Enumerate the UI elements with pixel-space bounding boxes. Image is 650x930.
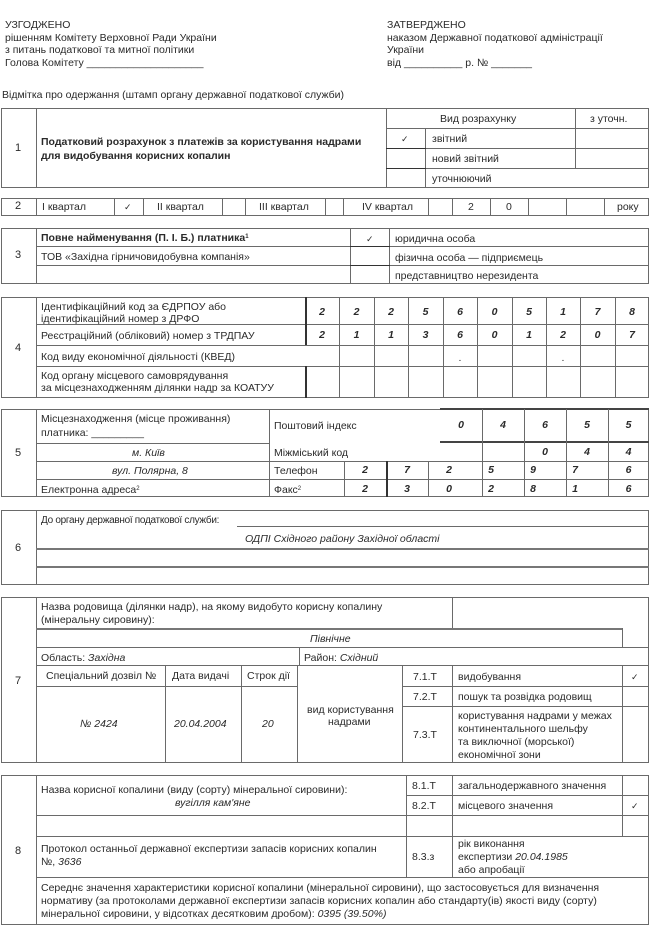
expertise-year-value[interactable]: 20.04.1985 <box>515 851 568 863</box>
form-title-line2: для видобування корисних копалин <box>41 150 231 162</box>
reg-digit[interactable]: 6 <box>457 329 463 341</box>
oblast-value[interactable]: Західна <box>88 652 126 664</box>
usage-code: 7.3.Т <box>413 729 437 741</box>
email-label-text: Електронна адреса <box>41 484 137 496</box>
oblast-field <box>41 652 125 664</box>
check-icon[interactable]: ✓ <box>631 672 639 682</box>
raion-field <box>304 652 378 664</box>
footnote-marker: 1 <box>245 234 249 240</box>
edrpou-digit[interactable]: 0 <box>491 306 498 318</box>
mineral-label: Назва корисної копалини (виду (сорту) мінеральної сировини): <box>41 784 348 796</box>
reg-digit[interactable]: 1 <box>388 329 394 341</box>
kved-cell[interactable] <box>477 352 512 364</box>
year-digit[interactable]: 2 <box>468 201 474 213</box>
edrpou-digit[interactable]: 7 <box>594 306 601 318</box>
email-label <box>41 484 140 496</box>
check-icon[interactable]: ✓ <box>124 202 132 212</box>
committee-head-signature-line[interactable]: Голова Комітету ____________________ <box>5 56 204 69</box>
approved-line: наказом Державної податкової адміністрації <box>387 31 603 44</box>
kved-cell[interactable] <box>374 352 408 364</box>
intercity-digit[interactable] <box>482 445 524 459</box>
reg-digit[interactable]: 3 <box>422 329 429 341</box>
section-number: 7 <box>15 675 22 687</box>
phone-digit[interactable]: 7 <box>404 464 410 476</box>
reg-digit[interactable]: 1 <box>526 329 532 341</box>
edrpou-digit[interactable]: 5 <box>526 306 532 318</box>
usage-shelf-label: та виключної (морської) <box>458 736 575 748</box>
kved-cell[interactable] <box>512 352 546 364</box>
term-value[interactable]: 20 <box>262 718 274 730</box>
section-number: 5 <box>15 447 22 459</box>
postal-digit[interactable]: 5 <box>584 419 590 431</box>
payer-type-nonresident: представництво нерезидента <box>395 270 539 282</box>
receipt-stamp-note: Відмітка про одержання (штамп органу державної податкової служби) <box>2 89 345 101</box>
approved-title: ЗАТВЕРДЖЕНО <box>387 19 466 31</box>
reg-digit[interactable]: 0 <box>594 329 601 341</box>
postal-digit[interactable]: 4 <box>500 419 506 431</box>
reg-digit[interactable]: 0 <box>491 329 498 341</box>
deposit-label: (мінеральну сировину): <box>41 614 155 626</box>
approval-line: з питань податкової та митної політики <box>5 44 195 56</box>
fax-digit[interactable]: 2 <box>488 483 494 495</box>
edrpou-digit[interactable]: 8 <box>629 306 635 318</box>
deposit-label: Назва родовища (ділянки надр), на якому видобуто корисну копалину <box>41 601 383 613</box>
quarter-3-label: III квартал <box>259 201 309 213</box>
significance-national-label: загальнодержавного значення <box>458 780 607 792</box>
protocol-number-field <box>41 856 81 868</box>
clarification-header: з уточн. <box>590 113 628 125</box>
fax-digit[interactable]: 1 <box>572 483 578 495</box>
edrpou-digit[interactable]: 6 <box>457 306 463 318</box>
permit-value[interactable]: № 2424 <box>80 718 118 730</box>
calc-type-reporting: звітний <box>432 133 468 145</box>
postal-digit[interactable]: 6 <box>542 419 548 431</box>
expertise-year-label: експертизи <box>458 851 513 863</box>
tax-office-label: До органу державної податкової служби: <box>41 515 220 526</box>
fax-digit[interactable]: 3 <box>404 483 410 495</box>
check-icon[interactable]: ✓ <box>401 134 409 144</box>
edrpou-digit[interactable]: 2 <box>319 306 325 318</box>
edrpou-digit[interactable]: 2 <box>353 306 360 318</box>
section-number: 4 <box>15 342 22 354</box>
deposit-value[interactable]: Північне <box>310 633 351 645</box>
quarter-1-label: I квартал <box>42 201 86 213</box>
reg-digit[interactable]: 7 <box>629 329 635 341</box>
usage-type-label: надрами <box>328 716 371 728</box>
usage-extraction-label: видобування <box>458 671 522 683</box>
approval-block-left <box>5 19 217 69</box>
postal-code-label: Поштовий індекс <box>274 420 357 432</box>
significance-code: 8.1.Т <box>412 780 436 792</box>
usage-shelf-label: континентального шельфу <box>458 723 588 735</box>
issue-date-header: Дата видачі <box>172 670 230 682</box>
expertise-year-field <box>458 851 568 863</box>
approval-title: УЗГОДЖЕНО <box>5 19 71 31</box>
section-number: 8 <box>15 845 22 857</box>
payer-name-label <box>41 232 249 244</box>
kved-cell[interactable] <box>580 352 615 364</box>
raion-value[interactable]: Східний <box>339 652 379 664</box>
footnote-marker: 2 <box>297 486 302 492</box>
intercity-digit[interactable]: 4 <box>625 446 632 458</box>
usage-shelf-label: користування надрами у межах <box>458 710 612 722</box>
kved-cell[interactable]: . <box>561 352 565 364</box>
kved-label: Код виду економічної діяльності (КВЕД) <box>41 351 235 363</box>
location-label: Місцезнаходження (місце проживання) <box>41 413 231 425</box>
fax-digit[interactable]: 2 <box>362 483 368 495</box>
reg-digit[interactable]: 1 <box>353 329 360 341</box>
fax-digit[interactable]: 8 <box>530 483 536 495</box>
section-number: 3 <box>15 249 22 261</box>
expertise-year-label: або апробації <box>458 864 525 876</box>
check-icon[interactable]: ✓ <box>366 234 374 244</box>
payer-type-legal: юридична особа <box>395 233 476 245</box>
reg-digit[interactable]: 2 <box>560 329 566 341</box>
kved-cell[interactable] <box>408 352 443 364</box>
footnote-marker: 2 <box>136 486 140 492</box>
phone-digit[interactable]: 5 <box>488 464 494 476</box>
permit-header: Спеціальний дозвіл № <box>46 670 157 682</box>
significance-local-label: місцевого значення <box>458 800 554 812</box>
protocol-number-label: №, <box>41 856 56 868</box>
edrpou-label: Ідентифікаційний код за ЄДРПОУ або <box>41 301 227 313</box>
protocol-label: Протокол останньої державної експертизи запасів корисних копалин <box>41 843 377 855</box>
usage-code: 7.2.Т <box>413 691 437 703</box>
tax-office-value[interactable]: ОДПІ Східного району Західної області <box>245 533 440 545</box>
raion-label: Район: <box>304 652 337 664</box>
oblast-label: Область: <box>41 652 86 664</box>
usage-exploration-label: пошук та розвідка родовищ <box>458 691 592 703</box>
fax-label <box>274 484 301 496</box>
kved-cell[interactable] <box>615 352 649 364</box>
significance-code: 8.2.Т <box>412 800 436 812</box>
quarter-2-label: II квартал <box>157 201 204 213</box>
form-title-line1: Податковий розрахунок з платежів за користування надрами <box>41 136 362 148</box>
city-value[interactable]: м. Київ <box>132 447 165 459</box>
phone-digit[interactable]: 6 <box>625 464 632 476</box>
payer-type-entrepreneur: фізична особа — підприємець <box>395 252 544 264</box>
location-label: платника: _________ <box>41 427 144 439</box>
intercity-digit[interactable]: 0 <box>542 446 548 458</box>
fax-digit[interactable]: 6 <box>625 483 632 495</box>
year-digit[interactable]: 0 <box>506 201 512 213</box>
avg-value-field <box>41 908 386 920</box>
phone-digit[interactable]: 2 <box>362 464 368 476</box>
intercity-code-label: Міжміський код <box>274 447 349 459</box>
avg-value-label: нормативу (за протоколами державної експертизи запасів корисних копалин або стандарту(ів) якості виду (сорту) <box>41 895 597 907</box>
koatuu-label: Код органу місцевого самоврядування <box>41 370 229 382</box>
year-label: року <box>617 201 639 213</box>
calc-type-clarifying: уточнюючий <box>432 173 492 185</box>
usage-type-label: вид користування <box>307 704 394 716</box>
reg-digit[interactable]: 2 <box>319 329 325 341</box>
term-header: Строк дії <box>247 670 290 682</box>
fax-label-text: Факс <box>274 484 298 496</box>
postal-digit[interactable]: 0 <box>458 419 464 431</box>
quarter-4-label: IV квартал <box>362 201 413 213</box>
fax-digit[interactable]: 0 <box>446 483 452 495</box>
protocol-number-value[interactable]: 3636 <box>58 856 82 868</box>
calc-type-new-reporting: новий звітний <box>432 153 499 165</box>
expertise-year-label: рік виконання <box>458 838 525 850</box>
order-date-number-line[interactable]: від __________ р. № _______ <box>387 56 533 69</box>
street-value[interactable]: вул. Полярна, 8 <box>112 465 188 477</box>
edrpou-digit[interactable]: 2 <box>388 306 394 318</box>
intercity-digit[interactable]: 4 <box>584 446 590 458</box>
issue-date-value[interactable]: 20.04.2004 <box>174 718 227 730</box>
section-number: 2 <box>15 200 22 212</box>
section-number: 1 <box>15 142 22 154</box>
avg-value[interactable]: 0395 (39.50%) <box>317 908 387 920</box>
edrpou-digit[interactable]: 5 <box>422 306 429 318</box>
reg-number-label: Реєстраційний (обліковий) номер з ТРДПАУ <box>41 330 255 342</box>
phone-label: Телефон <box>274 465 318 477</box>
kved-cell[interactable]: . <box>458 352 462 364</box>
phone-digit[interactable]: 2 <box>446 464 452 476</box>
edrpou-label: ідентифікаційний номер з ДРФО <box>41 313 200 325</box>
avg-value-label: Середнє значення характеристики корисної копалини (мінеральної сировини), що застосовується для визначення <box>41 882 600 894</box>
check-icon[interactable]: ✓ <box>631 801 639 811</box>
mineral-value[interactable]: вугілля кам'яне <box>175 797 251 809</box>
usage-shelf-label: економічної зони <box>458 749 541 761</box>
payer-name-label-text: Повне найменування (П. І. Б.) платника <box>41 232 246 244</box>
protocol-code: 8.3.з <box>412 851 435 863</box>
approval-block-right <box>387 19 603 69</box>
edrpou-digit[interactable]: 1 <box>560 306 566 318</box>
calc-type-header: Вид розрахунку <box>440 113 517 125</box>
section-number: 6 <box>15 542 22 554</box>
postal-digit[interactable]: 5 <box>625 419 632 431</box>
usage-code: 7.1.Т <box>413 671 437 683</box>
approval-line: рішенням Комітету Верховної Ради України <box>5 31 217 44</box>
phone-digit[interactable]: 9 <box>530 464 536 476</box>
avg-value-label: мінеральної сировини, у відсотках десятковим дробом): <box>41 908 315 920</box>
koatuu-label: за місцезнаходженням ділянки надр за КОАТУУ <box>41 382 274 394</box>
phone-digit[interactable]: 7 <box>572 464 578 476</box>
payer-name-value[interactable]: ТОВ «Західна гірничовидобувна компанія» <box>41 251 250 263</box>
approved-line: України <box>387 44 425 56</box>
